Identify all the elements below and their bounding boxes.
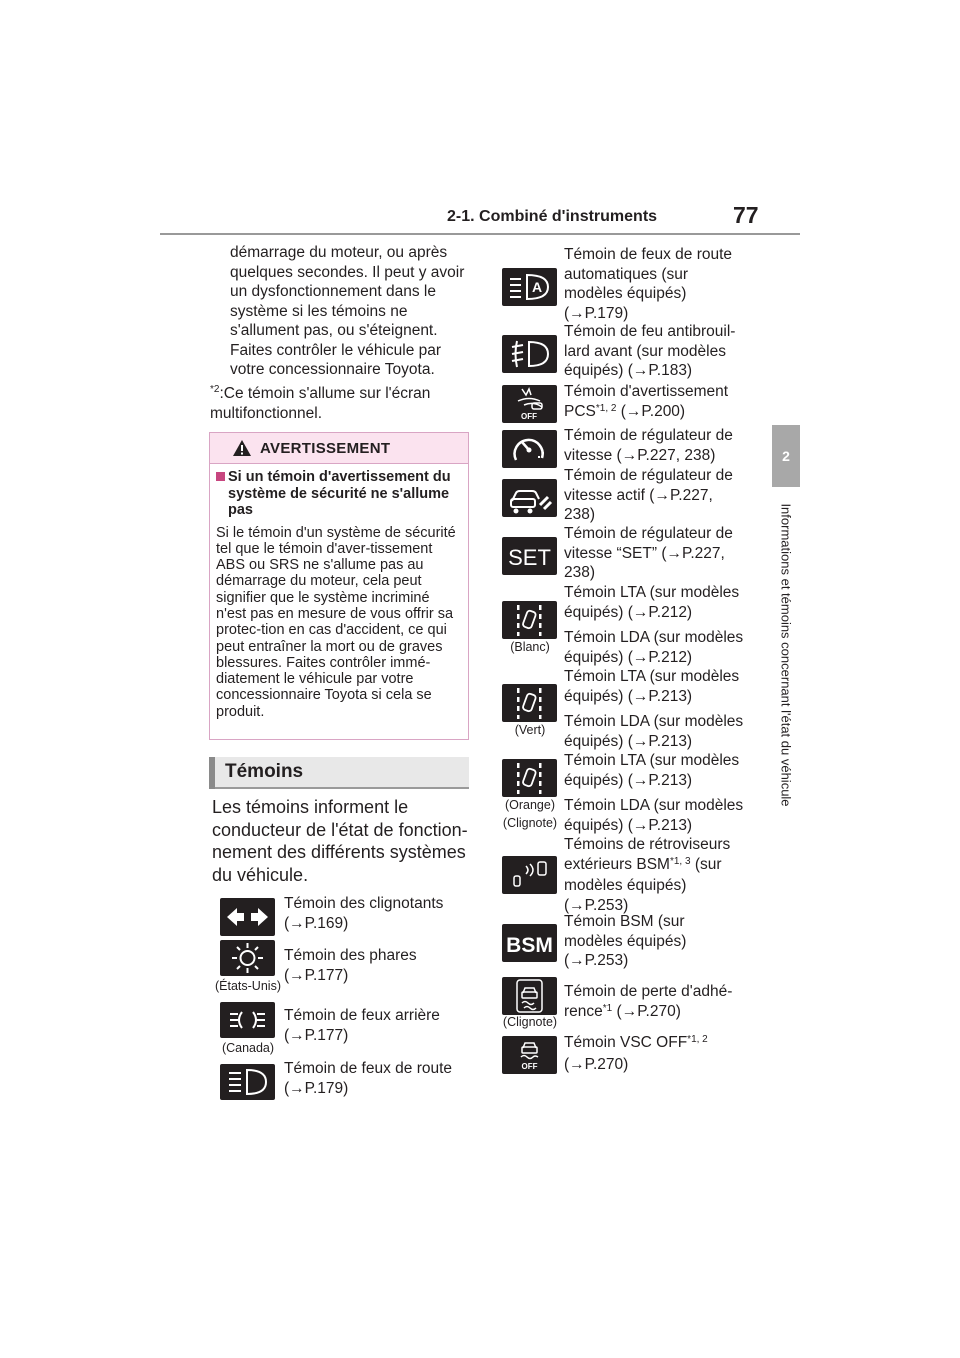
header-section-title: 2-1. Combiné d'instruments (447, 208, 658, 225)
indicator-caption: (Canada) (221, 1041, 275, 1055)
headlight-icon (220, 940, 275, 976)
chapter-tab: 2 (772, 425, 800, 487)
indicator-text: Témoin de régulateur de vitesse (→P.227, 238) (564, 427, 733, 464)
tail-light-icon (220, 1002, 275, 1038)
indicator-footnote-mark: *1 (602, 1002, 613, 1014)
indicator-text: Témoin BSM (sur modèles équipés) (→P.253) (564, 913, 687, 969)
indicator-text: Témoin de feux de route (→P.179) (284, 1060, 453, 1097)
indicator-text: Témoin de feu antibrouil-lard avant (sur modèles équipés) (→P.183) (564, 323, 736, 379)
warning-subtitle-text: Si un témoin d'avertissement du système de sécurité ne s'allume pas (228, 469, 451, 518)
indicator-text: Témoin de régulateur de vitesse actif (→P.227, 238) (564, 467, 733, 523)
continuation-paragraph: démarrage du moteur, ou après quelques secondes. Il peut y avoir un dysfonctionnement dans le système si les témoins ne s'allument pas, ou s'éteignent. Faites contrôler le véhicule par votre concessionnaire Toyota. (230, 244, 465, 378)
indicator-text-main: Témoins de rétroviseurs extérieurs BSM (564, 836, 731, 873)
chapter-title-vertical (773, 495, 799, 815)
indicator-caption: (Vert) (514, 723, 546, 737)
chapter-title-text: Informations et témoins concernant l'état du véhicule (778, 503, 794, 807)
front-fog-light-icon (502, 335, 557, 373)
section-title: Témoins (225, 761, 304, 782)
cruise-control-icon (502, 430, 557, 468)
indicator-text-main: Témoin de perte d'adhé-rence (564, 983, 733, 1020)
square-bullet-icon (216, 472, 225, 481)
indicator-footnote-mark: *1, 3 (669, 855, 691, 867)
indicator-text-ref: (→P.200) (616, 402, 686, 420)
page-number: 77 (733, 202, 759, 228)
set-label: SET (508, 545, 551, 570)
indicator-text: Témoin de feux de route automatiques (sur modèles équipés) (→P.179) (564, 246, 733, 322)
cruise-set-icon (502, 537, 557, 575)
indicator-footnote-mark: *1, 2 (687, 1034, 708, 1045)
indicator-text: Témoin de régulateur de vitesse “SET” (→P.227, 238) (564, 525, 733, 581)
vsc-off-icon (502, 1036, 557, 1074)
indicator-text-main: Témoin d'avertissement PCS (564, 383, 729, 420)
lta-green-icon (502, 684, 557, 722)
indicator-text: Témoin des clignotants (→P.169) (284, 895, 444, 932)
bsm-mirror-icon (502, 856, 557, 894)
bsm-label: BSM (506, 934, 553, 957)
lta-orange-icon (502, 759, 557, 797)
indicator-text: Témoin LTA (sur modèles équipés) (→P.212) (564, 584, 740, 621)
warning-body: Si le témoin d'un système de sécurité tel que le témoin d'aver-tissement ABS ou SRS ne s'allume pas au démarrage du moteur, cela peut signifier que le système incriminé n'est pas en mesure de vous offrir sa protec-tion en cas d'accident, ce qui peut entraîner la mort ou de graves blessures. Faites contrôler immé-diatement le véhicule par votre concessionnaire Toyota si cela se produit. (216, 524, 456, 720)
indicator-text-2: Témoin LDA (sur modèles équipés) (→P.213) (564, 797, 744, 834)
lta-white-icon (502, 601, 557, 639)
off-label: OFF (521, 1062, 538, 1071)
warning-title: AVERTISSEMENT (260, 440, 391, 457)
warning-box (209, 432, 469, 740)
indicator-text: Témoin des phares (→P.177) (284, 947, 417, 984)
header-rule (160, 233, 800, 235)
footnote-mark: *2 (210, 384, 220, 395)
indicator-text (564, 982, 744, 1023)
indicator-text-2: Témoin LDA (sur modèles équipés) (→P.212) (564, 629, 744, 666)
warning-triangle-icon (232, 439, 252, 462)
indicator-text (564, 835, 744, 915)
footnote (210, 384, 470, 423)
indicator-text: Témoin LTA (sur modèles équipés) (→P.213) (564, 668, 740, 705)
high-beam-icon (220, 1064, 275, 1100)
indicator-text: Témoin de feux arrière (→P.177) (284, 1007, 440, 1044)
section-header-bar (209, 757, 215, 789)
intro-paragraph: Les témoins informent le conducteur de l'état de fonction-nement des différents systèmes du véhicule. (212, 797, 468, 885)
footnote-text: :Ce témoin s'allume sur l'écran multifonctionnel. (210, 385, 431, 422)
indicator-footnote-mark: *1, 2 (595, 402, 617, 414)
pcs-warning-icon (502, 385, 557, 423)
indicator-text: Témoin LTA (sur modèles équipés) (→P.213) (564, 752, 740, 789)
bsm-icon (502, 924, 557, 962)
indicator-text (564, 382, 744, 423)
indicator-caption: (Orange) (504, 798, 556, 812)
indicator-text-ref: (→P.270) (612, 1002, 681, 1020)
indicator-caption: (États-Unis) (215, 979, 281, 993)
turn-signal-icon (220, 898, 275, 936)
indicator-caption-2: (Clignote) (502, 816, 558, 830)
warning-header (210, 433, 468, 464)
indicator-text (564, 1033, 744, 1074)
indicator-text-2: Témoin LDA (sur modèles équipés) (→P.213) (564, 713, 744, 750)
indicator-text-ref: (sur modèles équipés) (→P.253) (564, 855, 722, 914)
off-label: OFF (521, 412, 537, 421)
adaptive-cruise-control-icon (502, 479, 557, 517)
indicator-text-main: Témoin VSC OFF (564, 1034, 688, 1051)
section-header (209, 757, 469, 789)
indicator-caption: (Blanc) (510, 640, 550, 654)
warning-subtitle (216, 469, 460, 519)
indicator-caption: (Clignote) (502, 1015, 558, 1029)
auto-label: A (531, 279, 543, 295)
slip-indicator-icon (502, 977, 557, 1015)
indicator-text-ref: (→P.270) (564, 1055, 629, 1073)
auto-high-beam-icon (502, 268, 557, 306)
